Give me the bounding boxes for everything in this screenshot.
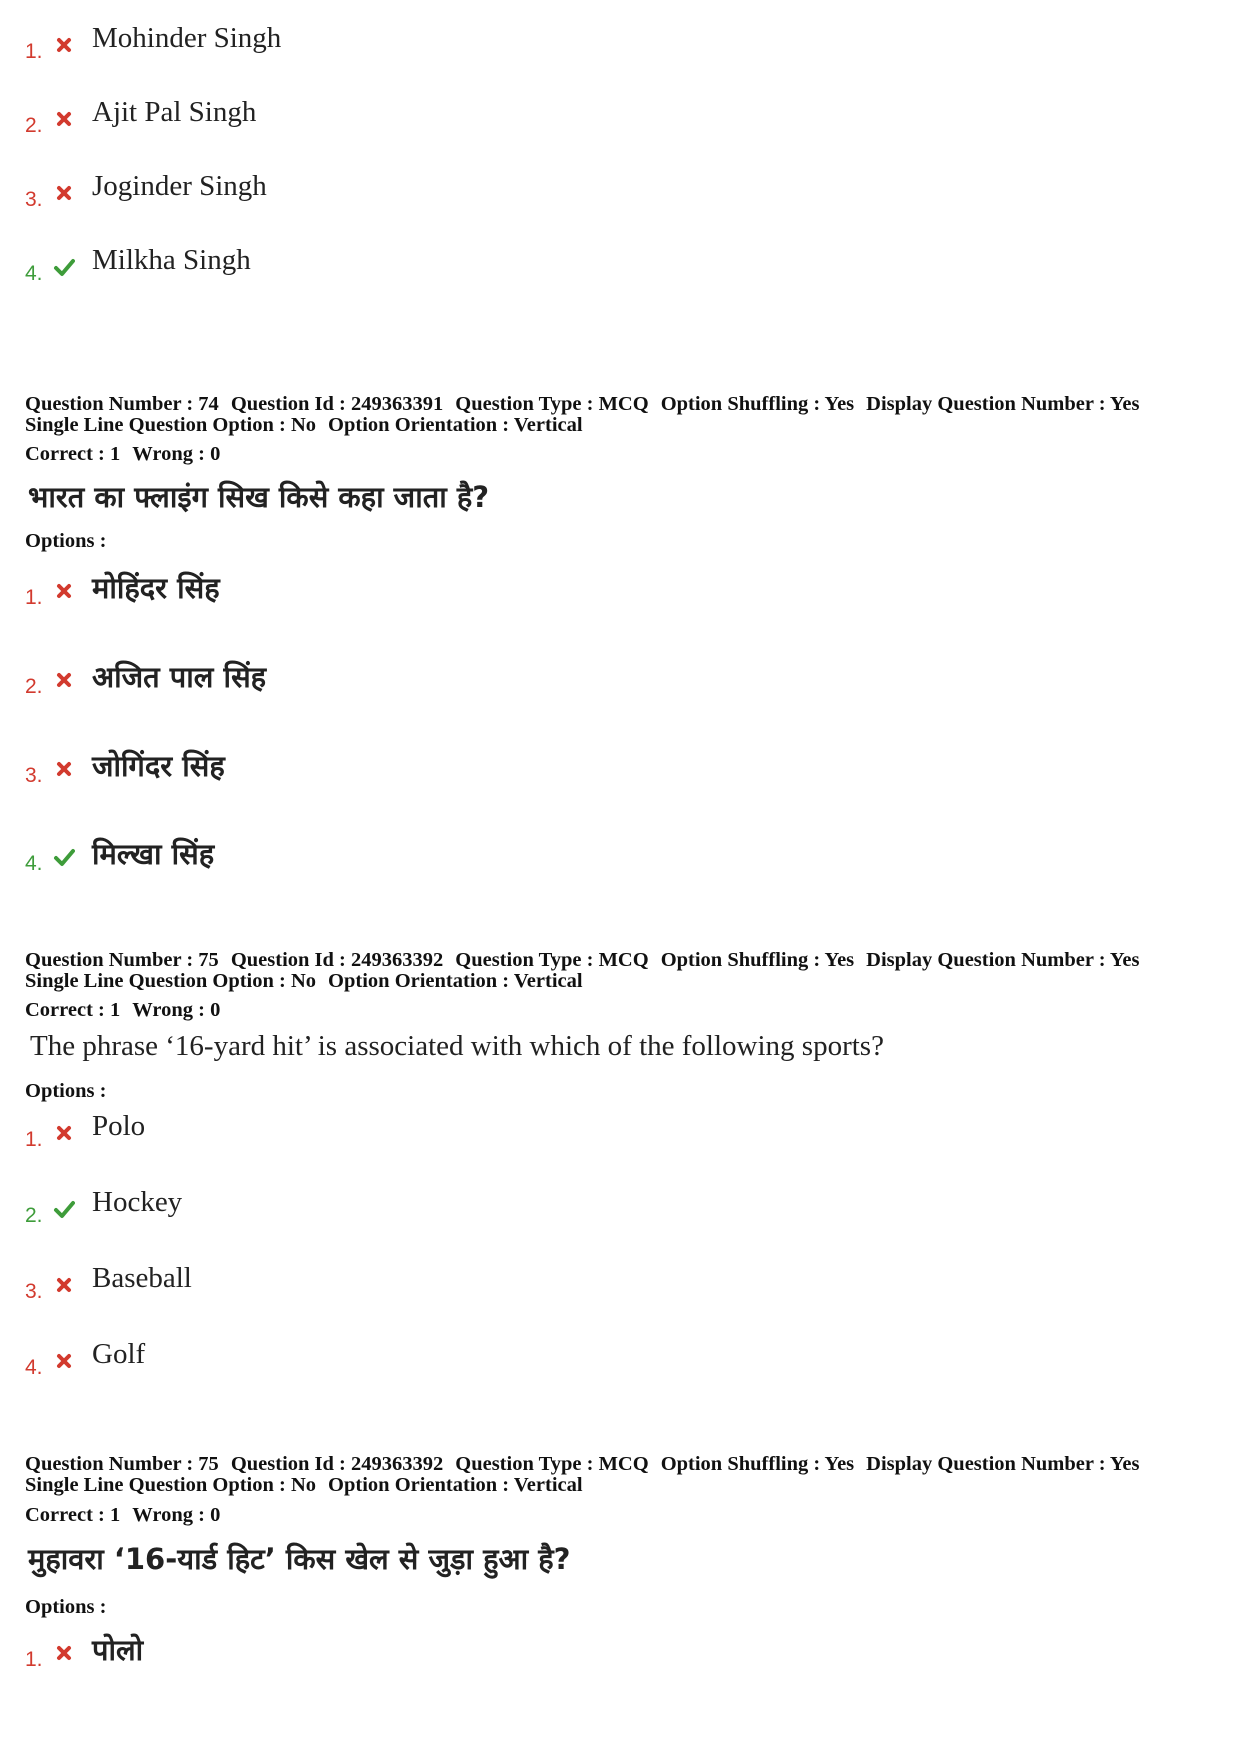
options-label: Options : [25,1080,107,1102]
option-number: 4. [25,852,43,875]
wrong-mark-icon [53,669,75,691]
option-number: 3. [25,1280,43,1303]
option-text: Hockey [92,1186,183,1218]
option-text: मोहिंदर सिंह [92,571,220,605]
option-number: 2. [25,114,43,137]
option-text: जोगिंदर सिंह [92,749,225,783]
marks-info: Correct : 1 Wrong : 0 [25,1504,221,1526]
wrong-mark-icon [53,1642,75,1664]
option-text: अजित पाल सिंह [92,660,267,694]
option-number: 4. [25,1356,43,1379]
option-text: पोलो [92,1633,144,1667]
question-text: The phrase ‘16-yard hit’ is associated with which of the following sports? [30,1030,884,1062]
check-mark-icon [53,846,75,868]
check-mark-icon [53,256,75,278]
wrong-mark-icon [53,580,75,602]
question-text: मुहावरा ‘16-यार्ड हिट’ किस खेल से जुड़ा हुआ है? [28,1542,571,1576]
option-text: Mohinder Singh [92,22,282,54]
option-number: 3. [25,188,43,211]
option-number: 2. [25,675,43,698]
option-number: 1. [25,586,43,609]
options-label: Options : [25,1596,107,1618]
option-text: Ajit Pal Singh [92,96,257,128]
wrong-mark-icon [53,1350,75,1372]
option-number: 1. [25,1128,43,1151]
marks-info: Correct : 1 Wrong : 0 [25,443,221,465]
question-meta: Question Number : 75 Question Id : 249363392 Question Type : MCQ Option Shuffling : Yes Display Question Number : Yes Single Line Question Option : No Option Orientation : Vertical [25,949,1140,992]
option-number: 4. [25,262,43,285]
wrong-mark-icon [53,108,75,130]
wrong-mark-icon [53,1122,75,1144]
options-label: Options : [25,530,107,552]
option-text: मिल्खा सिंह [92,837,215,871]
question-meta: Question Number : 75 Question Id : 249363392 Question Type : MCQ Option Shuffling : Yes Display Question Number : Yes Single Line Question Option : No Option Orientation : Vertical [25,1453,1140,1496]
wrong-mark-icon [53,1274,75,1296]
wrong-mark-icon [53,182,75,204]
option-text: Joginder Singh [92,170,267,202]
option-text: Polo [92,1110,146,1142]
option-text: Baseball [92,1262,192,1294]
wrong-mark-icon [53,758,75,780]
option-number: 2. [25,1204,43,1227]
option-number: 1. [25,1648,43,1671]
question-text: भारत का फ्लाइंग सिख किसे कहा जाता है? [28,480,490,514]
option-number: 1. [25,40,43,63]
option-number: 3. [25,764,43,787]
option-text: Milkha Singh [92,244,251,276]
marks-info: Correct : 1 Wrong : 0 [25,999,221,1021]
wrong-mark-icon [53,34,75,56]
option-text: Golf [92,1338,146,1370]
check-mark-icon [53,1198,75,1220]
question-meta: Question Number : 74 Question Id : 249363391 Question Type : MCQ Option Shuffling : Yes Display Question Number : Yes Single Line Question Option : No Option Orientation : Vertical [25,393,1140,436]
